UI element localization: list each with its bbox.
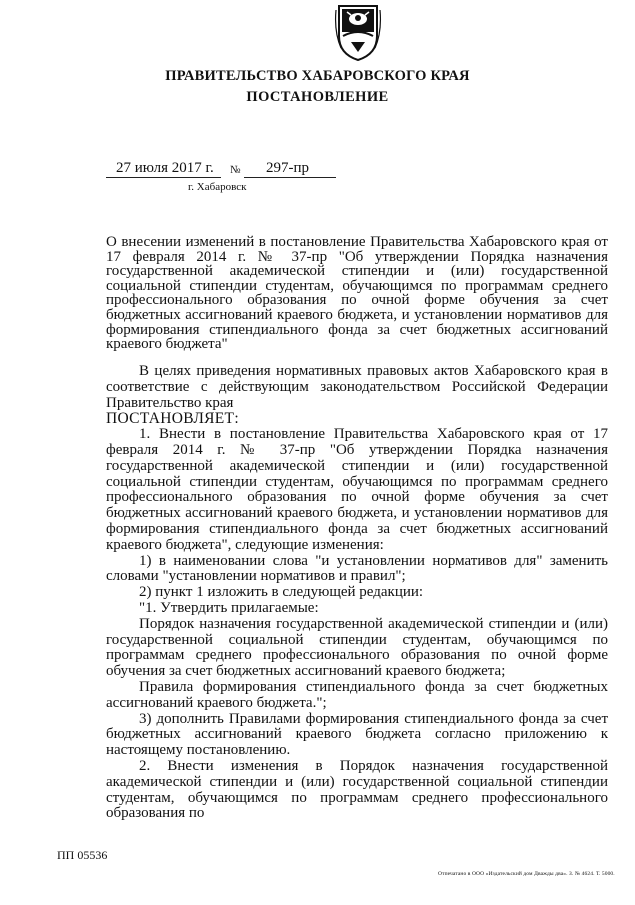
body-paragraph-1: 1. Внести в постановление Правительства Хабаровского края от 17 февраля 2014 г. № 37-пр "Об утверждении Порядка назначения государственной академической стипендии и (или) государственной социальной стипендии студентам, обучающимся по программам среднего профессионального образования по очной форме обучения за счет бюджетных ассигнований краевого бюджета, и установлении нормативов для формирования стипендиального фонда за счет бюджетных ассигнований краевого бюджета", следующие изменения: (106, 426, 608, 553)
coat-of-arms-emblem (333, 2, 383, 62)
printer-imprint: Отпечатано в ООО «Издательский дом Дважды два». З. № 4624. Т. 5000. (438, 871, 615, 877)
preamble-paragraph: В целях приведения нормативных правовых актов Хабаровского края в соответствие с действующим законодательством Российской Федерации Правительство края (106, 363, 608, 411)
document-code: ПП 05536 (57, 848, 108, 862)
decree-date: 27 июля 2017 г. (116, 160, 214, 176)
city-name: г. Хабаровск (188, 181, 247, 193)
number-underline (244, 177, 336, 178)
body-paragraph-7: 3) дополнить Правилами формирования стипендиального фонда за счет бюджетных ассигнований краевого бюджета согласно приложению к настоящему постановлению. (106, 710, 608, 759)
decree-number: 297-пр (266, 160, 310, 176)
document-title: О внесении изменений в постановление Правительства Хабаровского края от 17 февраля 2014 г. № 37-пр "Об утверждении Порядка назначения государственной академической стипендии и (или) государственной социальной стипендии студентам, обучающимся по программам среднего профессионального образования по очной форме обучения за счет бюджетных ассигнований краевого бюджета, и установлении нормативов для формирования стипендиального фонда за счет бюджетных ассигнований краевого бюджета" (106, 234, 608, 353)
body-paragraph-4: "1. Утвердить прилагаемые: (139, 599, 319, 616)
government-name: ПРАВИТЕЛЬСТВО ХАБАРОВСКОГО КРАЯ (165, 68, 470, 84)
number-sign: № (230, 164, 241, 176)
document-type: ПОСТАНОВЛЕНИЕ (246, 89, 389, 105)
document-body (106, 364, 608, 822)
resolves-heading: ПОСТАНОВЛЯЕТ: (106, 410, 239, 428)
body-paragraph-8: 2. Внести изменения в Порядок назначения государственной академической стипендии и (или) государственной социальной стипендии студентам, обучающимся по программам среднего профессионального образования по (106, 757, 608, 822)
body-paragraph-2: 1) в наименовании слова "и установлении нормативов для" заменить словами "установлении нормативов и правил"; (106, 552, 608, 585)
body-paragraph-5: Порядок назначения государственной академической стипендии и (или) государственной социальной стипендии студентам, обучающимся по программам среднего профессионального образования по очной форме обучения за счет бюджетных ассигнований краевого бюджета; (106, 615, 608, 680)
body-paragraph-3: 2) пункт 1 изложить в следующей редакции: (139, 584, 424, 601)
body-paragraph-6: Правила формирования стипендиального фонда за счет бюджетных ассигнований краевого бюджета."; (106, 678, 608, 711)
date-underline (106, 177, 221, 178)
